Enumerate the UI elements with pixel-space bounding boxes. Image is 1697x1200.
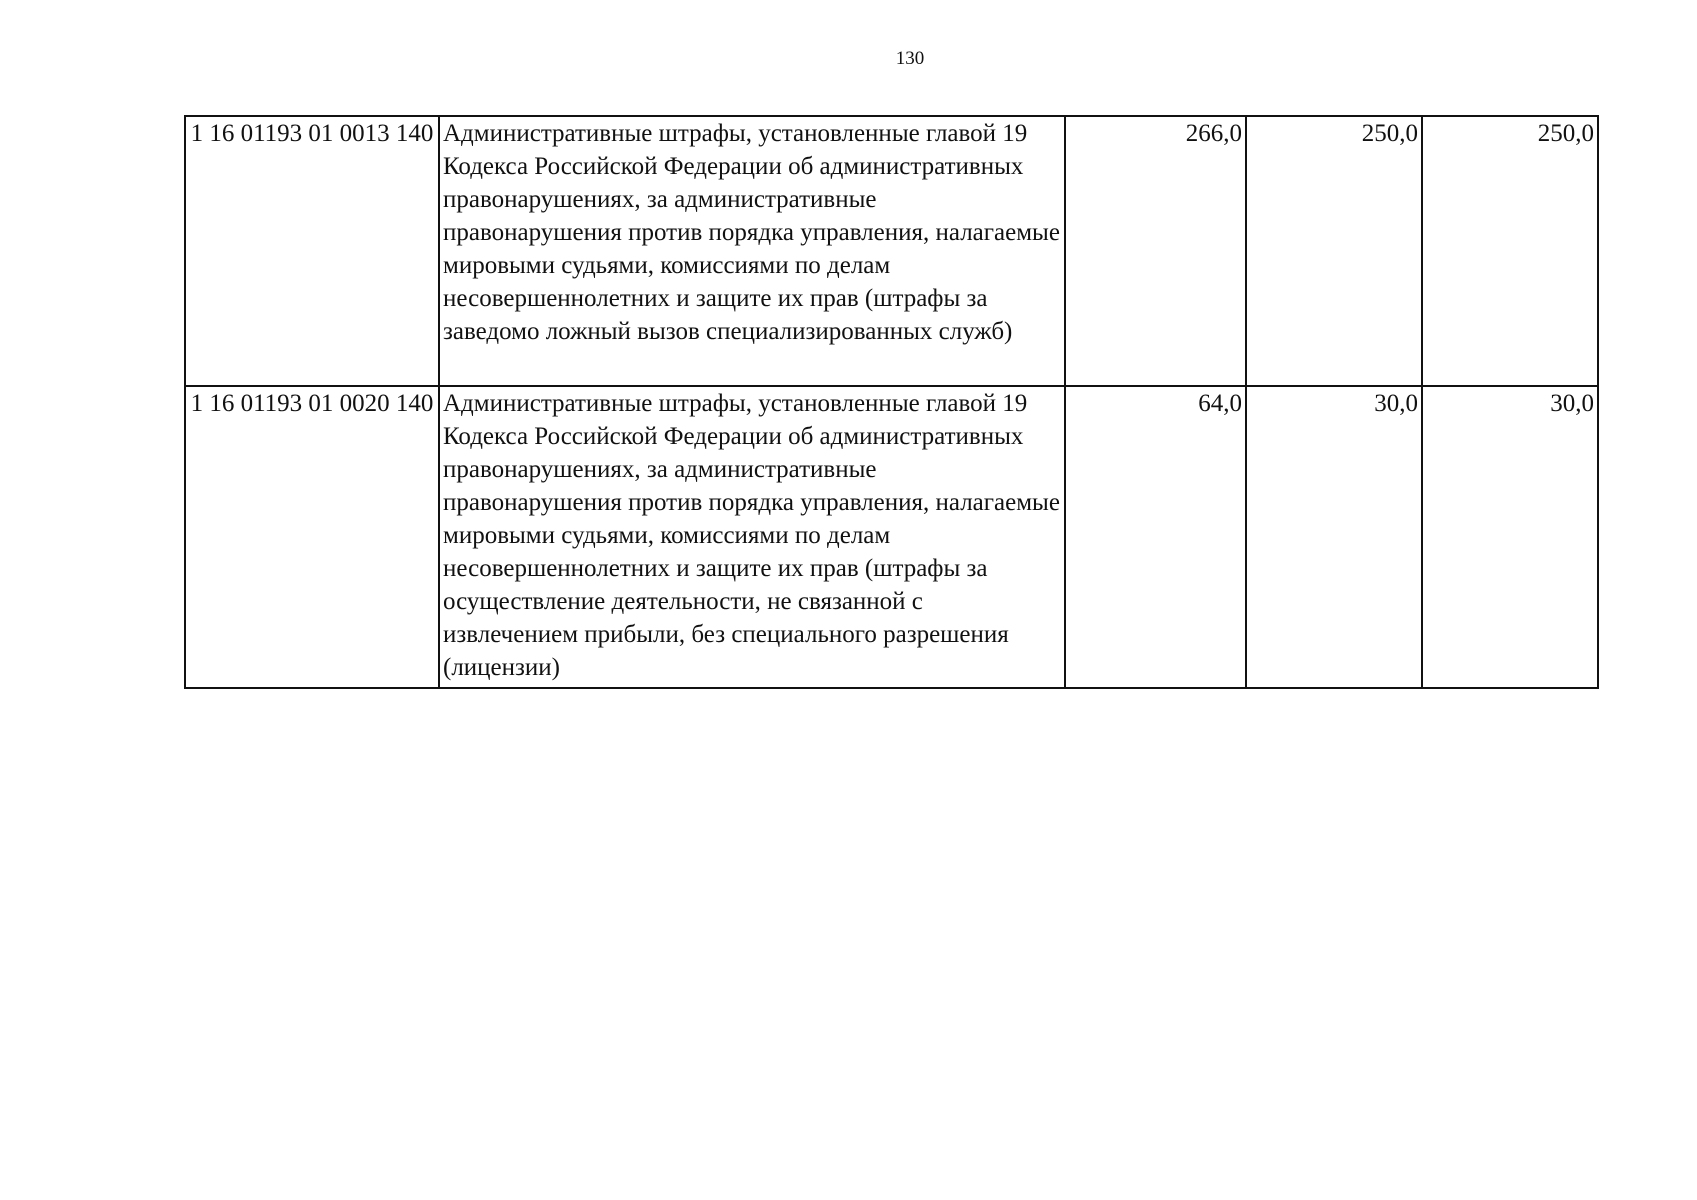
budget-code-cell: 1 16 01193 01 0013 140: [185, 116, 439, 386]
value-cell-year-1: 64,0: [1065, 386, 1246, 688]
value-cell-year-2: 30,0: [1246, 386, 1422, 688]
description-cell: Административные штрафы, установленные главой 19 Кодекса Российской Федерации об административных правонарушениях, за административные правонарушения против порядка управления, налагаемые мировыми судьями, комиссиями по делам несовершеннолетних и защите их прав (штрафы за заведомо ложный вызов специализированных служб): [439, 116, 1065, 386]
value-cell-year-3: 250,0: [1422, 116, 1598, 386]
value-cell-year-1: 266,0: [1065, 116, 1246, 386]
value-cell-year-3: 30,0: [1422, 386, 1598, 688]
table-row: [185, 116, 1598, 386]
budget-table: [184, 115, 1599, 689]
table-row: [185, 386, 1598, 688]
description-cell: Административные штрафы, установленные главой 19 Кодекса Российской Федерации об административных правонарушениях, за административные правонарушения против порядка управления, налагаемые мировыми судьями, комиссиями по делам несовершеннолетних и защите их прав (штрафы за осуществление деятельности, не связанной с извлечением прибыли, без специального разрешения (лицензии): [439, 386, 1065, 688]
page-number: 130: [895, 48, 925, 69]
value-cell-year-2: 250,0: [1246, 116, 1422, 386]
budget-code-cell: 1 16 01193 01 0020 140: [185, 386, 439, 688]
